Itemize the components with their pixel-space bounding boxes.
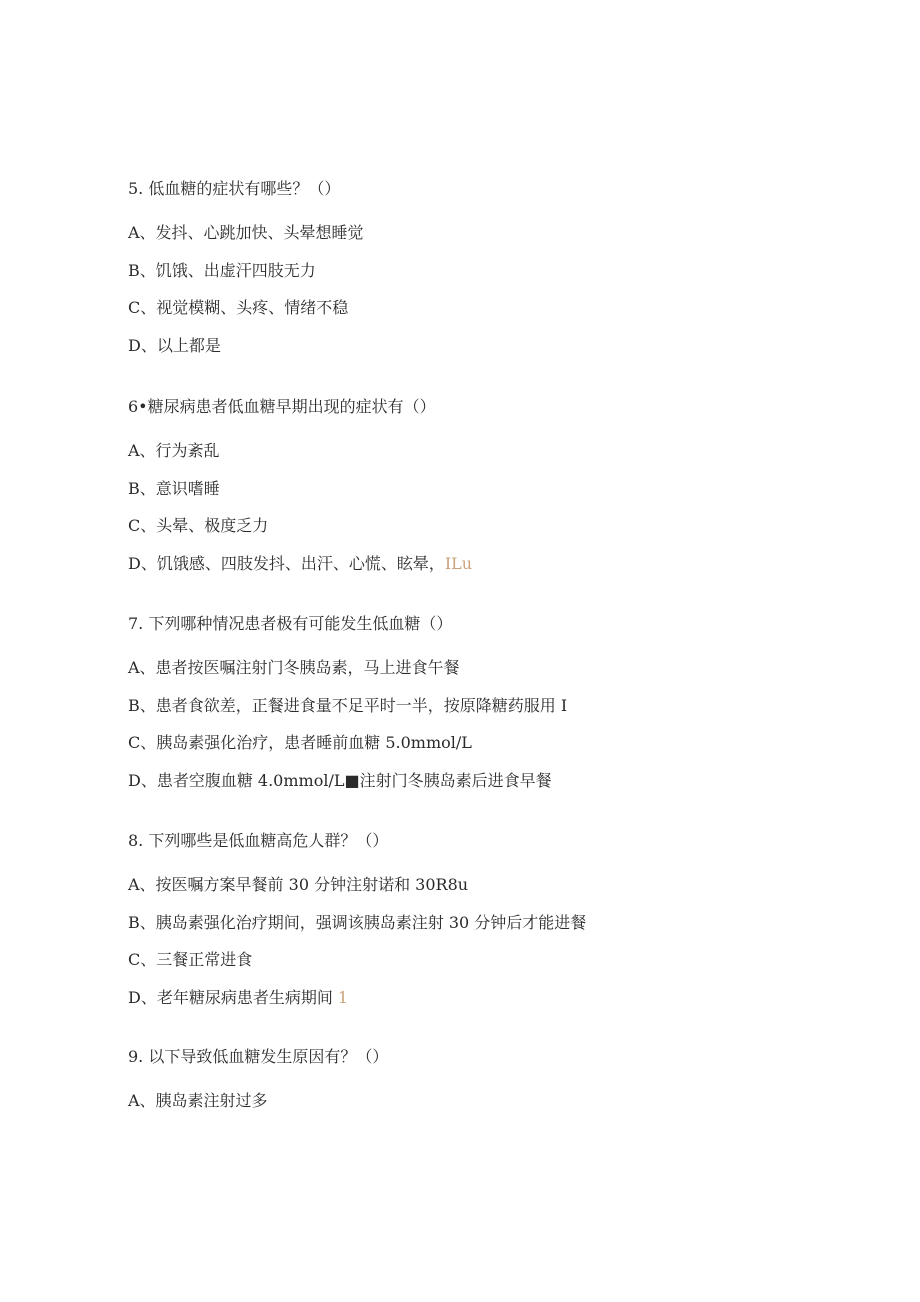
question-7 — [128, 612, 868, 806]
option-c: C、胰岛素强化治疗，患者睡前血糖 5.0mmol∕L — [128, 733, 472, 752]
question-stem: 6•糖尿病患者低血糖早期出现的症状有（） — [128, 397, 436, 416]
option-a: A、按医嘱方案早餐前 30 分钟注射诺和 30R8u — [128, 875, 469, 894]
question-9 — [128, 1045, 868, 1127]
option-d: D、饥饿感、四肢发抖、出汗、心慌、眩晕，ILu — [128, 553, 473, 573]
option-a: A、行为紊乱 — [128, 441, 220, 460]
question-6 — [128, 395, 868, 589]
question-stem: 5. 低血糖的症状有哪些？（） — [128, 179, 341, 198]
option-a: A、发抖、心跳加快、头晕想睡觉 — [128, 223, 364, 242]
question-5 — [128, 177, 868, 371]
option-c: C、头晕、极度乏力 — [128, 516, 269, 535]
option-c: C、三餐正常进食 — [128, 950, 253, 969]
option-a: A、患者按医嘱注射门冬胰岛素，马上进食午餐 — [128, 658, 460, 677]
faint-mark: 1 — [337, 987, 349, 1007]
option-c: C、视觉模糊、头疼、情绪不稳 — [128, 298, 349, 317]
option-d: D、老年糖尿病患者生病期间 1 — [128, 987, 349, 1007]
question-stem: 8. 下列哪些是低血糖高危人群？（） — [128, 831, 389, 850]
question-8 — [128, 829, 868, 1023]
question-stem: 7. 下列哪种情况患者极有可能发生低血糖（） — [128, 614, 453, 633]
faint-mark: ILu — [444, 553, 473, 573]
option-b: B、胰岛素强化治疗期间，强调该胰岛素注射 30 分钟后才能进餐 — [128, 912, 587, 932]
option-d: D、患者空腹血糖 4.0mmol∕L■注射门冬胰岛素后进食早餐 — [128, 770, 552, 790]
option-a: A、胰岛素注射过多 — [128, 1091, 268, 1110]
option-d: D、以上都是 — [128, 335, 221, 355]
option-b: B、意识嗜睡 — [128, 478, 220, 498]
question-stem: 9. 以下导致低血糖发生原因有？（） — [128, 1047, 389, 1066]
option-b: B、饥饿、出虚汗四肢无力 — [128, 260, 316, 280]
option-b: B、患者食欲差，正餐进食量不足平时一半，按原降糖药服用 I — [128, 695, 568, 715]
